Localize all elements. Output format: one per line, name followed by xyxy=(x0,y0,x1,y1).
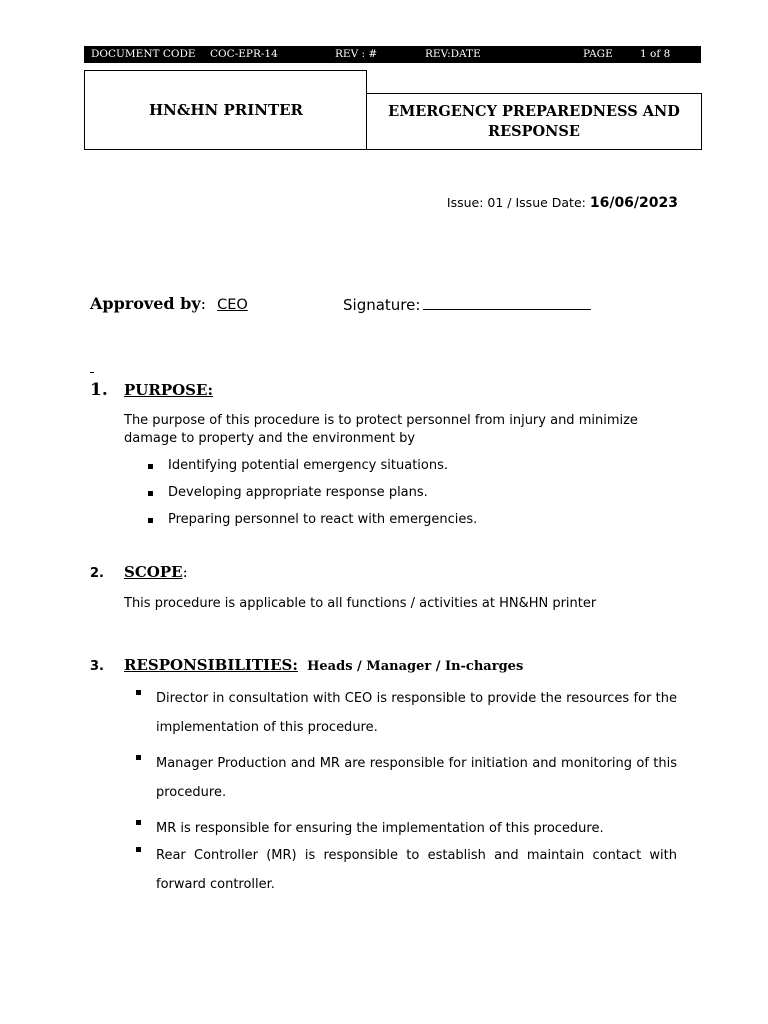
list-item: Manager Production and MR are responsible for initiation and monitoring of this procedure. xyxy=(134,749,677,807)
list-item: MR is responsible for ensuring the implementation of this procedure. xyxy=(134,814,677,843)
rev-date-label: REV:DATE xyxy=(425,48,481,60)
approved-by-label: Approved by xyxy=(90,294,201,313)
purpose-title xyxy=(124,381,213,399)
document-title-line1: EMERGENCY PREPAREDNESS AND xyxy=(388,102,680,120)
document-title-box xyxy=(366,93,702,150)
scope-number: 2. xyxy=(90,566,104,581)
responsibilities-number: 3. xyxy=(90,659,104,674)
issue-info xyxy=(447,195,678,211)
signature xyxy=(343,295,591,314)
approved-by-colon: : xyxy=(200,294,206,313)
responsibilities-title-text: RESPONSIBILITIES: xyxy=(124,656,298,674)
scope-title xyxy=(124,563,188,581)
company-name: HN&HN PRINTER xyxy=(148,101,304,119)
stray-dash xyxy=(90,372,94,373)
list-item: Rear Controller (MR) is responsible to establish and maintain contact with forward controller. xyxy=(134,841,677,899)
page-label: PAGE xyxy=(583,48,613,60)
signature-line xyxy=(423,295,591,310)
issue-date: 16/06/2023 xyxy=(589,195,678,211)
doc-code-label: DOCUMENT CODE xyxy=(91,48,196,60)
approved-by xyxy=(90,294,248,313)
issue-text: Issue: 01 / Issue Date: xyxy=(446,195,590,210)
responsibilities-subtitle: Heads / Manager / In-charges xyxy=(307,659,524,674)
document-header-bar xyxy=(84,46,701,63)
box-divider xyxy=(366,70,367,94)
responsibilities-bullets xyxy=(134,684,677,899)
scope-title-text: SCOPE xyxy=(124,563,183,581)
list-item: Director in consultation with CEO is responsible to provide the resources for the implementation of this procedure. xyxy=(134,684,677,742)
signature-label: Signature: xyxy=(343,296,421,314)
list-item: Preparing personnel to react with emergencies. xyxy=(146,512,676,539)
company-name-box xyxy=(84,70,367,150)
purpose-title-text: PURPOSE: xyxy=(124,381,213,399)
doc-code: COC-EPR-14 xyxy=(210,48,278,60)
document-title-line2: RESPONSE xyxy=(488,122,580,140)
list-item: Identifying potential emergency situations. xyxy=(146,458,676,485)
purpose-text: The purpose of this procedure is to protect personnel from injury and minimize damage to property and the environment by xyxy=(124,413,638,446)
approved-by-value: CEO xyxy=(217,297,248,313)
purpose-number: 1. xyxy=(90,380,108,400)
page-value: 1 of 8 xyxy=(640,48,671,60)
scope-colon: : xyxy=(182,563,188,581)
responsibilities-title xyxy=(124,656,523,674)
scope-text: This procedure is applicable to all functions / activities at HN&HN printer xyxy=(124,596,597,611)
list-item: Developing appropriate response plans. xyxy=(146,485,676,512)
purpose-bullets xyxy=(146,458,676,539)
rev-label: REV : # xyxy=(335,48,378,60)
